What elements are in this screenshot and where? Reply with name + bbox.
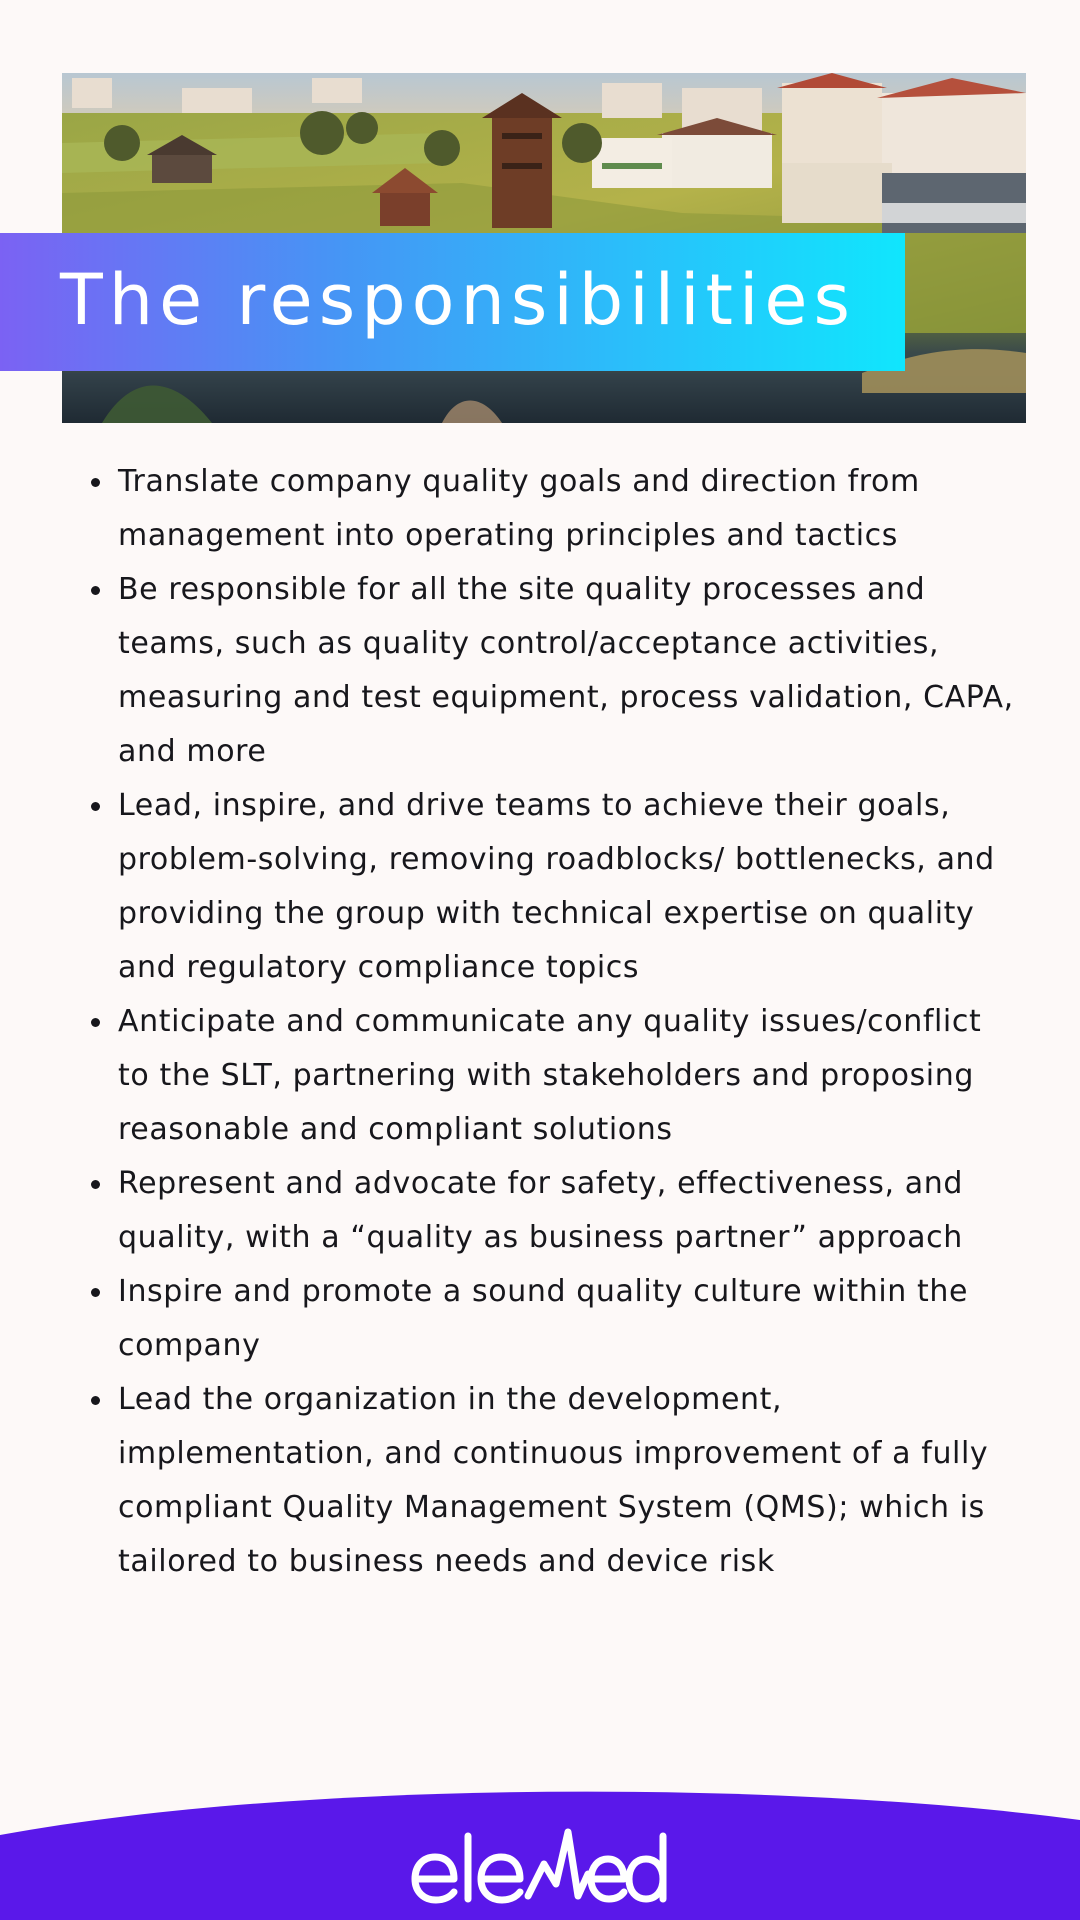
bullet-icon (91, 802, 100, 811)
bullet-icon (91, 586, 100, 595)
bullet-icon (91, 1288, 100, 1297)
bullet-icon (91, 1180, 100, 1189)
elemed-logo (408, 1824, 672, 1904)
list-item-text: Represent and advocate for safety, effectiveness, and quality, with a “quality as business partner” approach (118, 1166, 963, 1255)
list-item (118, 995, 1018, 1157)
list-item (118, 1373, 1018, 1589)
list-item-text: Lead, inspire, and drive teams to achieve their goals, problem-solving, removing roadblocks/ bottlenecks, and providing the group with technical expertise on quality and regulatory compliance topics (118, 788, 995, 985)
page-title: The responsibilities (60, 259, 856, 341)
list-item (118, 1265, 1018, 1373)
list-item (118, 563, 1018, 779)
list-item (118, 1157, 1018, 1265)
list-item-text: Anticipate and communicate any quality issues/conflict to the SLT, partnering with stakeholders and proposing reasonable and compliant solutions (118, 1004, 982, 1147)
bullet-icon (91, 1018, 100, 1027)
list-item-text: Lead the organization in the development, implementation, and continuous improvement of a fully compliant Quality Management System (QMS); which is tailored to business needs and device risk (118, 1382, 989, 1579)
list-item-text: Be responsible for all the site quality processes and teams, such as quality control/acceptance activities, measuring and test equipment, process validation, CAPA, and more (118, 572, 1014, 769)
list-item-text: Inspire and promote a sound quality culture within the company (118, 1274, 969, 1363)
responsibilities-list (118, 455, 1018, 1589)
list-item-text: Translate company quality goals and direction from management into operating principles and tactics (118, 464, 920, 553)
list-item (118, 779, 1018, 995)
title-banner (0, 233, 905, 371)
list-item (118, 455, 1018, 563)
bullet-icon (91, 478, 100, 487)
bullet-icon (91, 1396, 100, 1405)
